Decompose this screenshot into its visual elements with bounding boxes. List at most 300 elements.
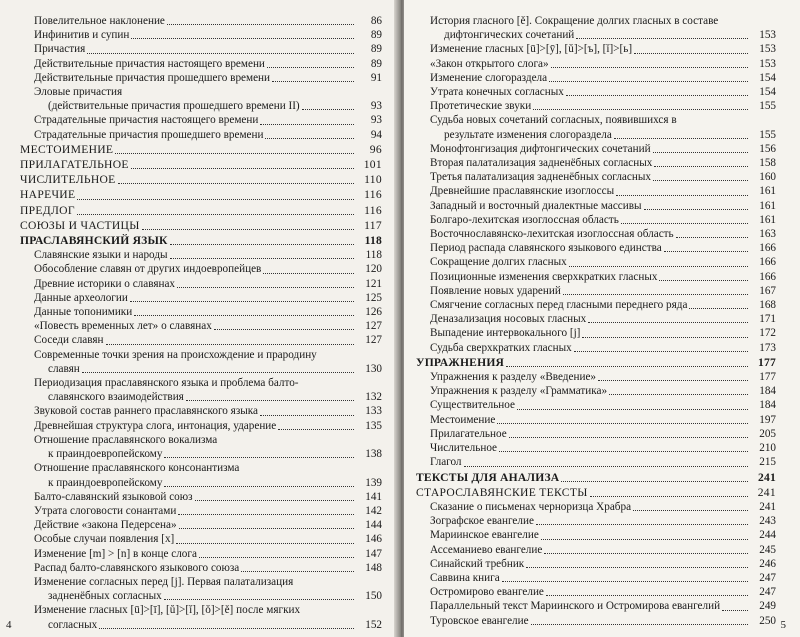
dot-leader [533,109,748,110]
toc-entry-title: Причастия [34,43,86,56]
toc-entry-page: 215 [759,456,776,469]
toc-entry [20,57,382,71]
toc-entry-page: 138 [365,448,382,461]
toc-entry-page: 161 [759,185,776,198]
toc-entry-page: 101 [363,158,382,172]
dot-leader [654,166,748,167]
dot-leader [609,394,748,395]
toc-entry [416,42,776,56]
toc-entry [20,433,382,461]
dot-leader [186,400,354,401]
toc-entry [416,528,776,542]
toc-entry [416,99,776,113]
toc-entry-title: СТАРОСЛАВЯНСКИЕ ТЕКСТЫ [416,485,588,499]
dot-leader [167,24,354,25]
dot-leader [574,351,748,352]
toc-entry-title: ЧИСЛИТЕЛЬНОЕ [20,173,116,187]
toc-entry-page: 241 [758,470,776,484]
toc-entry-page: 247 [759,571,776,584]
dot-leader [179,528,354,529]
dot-leader [676,237,748,238]
toc-entry-title: Третья палатализация задненёбных согласных [430,171,651,184]
toc-entry-page: 148 [365,561,382,574]
toc-entry [20,188,382,202]
toc-entry-title: Местоимение [430,413,496,426]
toc-entry [416,213,776,227]
toc-entry [20,319,382,333]
toc-entry-page: 141 [365,490,382,503]
dot-leader [616,195,748,196]
dot-leader [546,595,748,596]
toc-entry-title: Появление новых ударений [430,284,561,297]
toc-entry-title: Зографское евангелие [430,515,534,528]
right-page [404,0,800,637]
toc-entry-title: Отношение праславянского вокализма [34,433,218,446]
toc-entry-page: 171 [759,313,776,326]
dot-leader [131,38,354,39]
toc-entry-title: задненёбных согласных [48,590,162,603]
toc-entry-page: 243 [759,515,776,528]
toc-entry-title: Монофтонгизация дифтонгических сочетаний [430,142,651,155]
dot-leader [267,67,354,68]
toc-entry-page: 130 [365,362,382,375]
toc-entry-title: Туровское евангелие [430,614,529,627]
toc-entry-title: Судьба новых сочетаний согласных, появившихся в [430,114,677,127]
toc-entry-title: Современные точки зрения на происхождение и прародину [34,348,317,361]
dot-leader [561,481,748,482]
toc-entry [20,173,382,187]
toc-entry-page: 127 [365,334,382,347]
toc-entry [416,142,776,156]
toc-entry-title: Числительное [430,442,498,455]
dot-leader [199,557,354,558]
toc-entry-title: Выпадение интервокального [j] [430,327,581,340]
toc-entry-page: 153 [759,29,776,42]
dot-leader [177,287,354,288]
toc-column-right [416,14,776,628]
dot-leader [659,280,748,281]
toc-entry-page: 210 [759,442,776,455]
dot-leader [590,496,748,497]
toc-entry [416,57,776,71]
toc-entry [416,500,776,514]
toc-entry-title: Соседи славян [34,334,104,347]
dot-leader [164,457,354,458]
toc-entry [20,234,382,248]
dot-leader [689,308,748,309]
dot-leader [664,251,748,252]
toc-entry-title: МЕСТОИМЕНИЕ [20,142,114,156]
toc-entry-page: 166 [759,242,776,255]
dot-leader [544,553,748,554]
toc-column-left [20,14,382,632]
toc-entry-page: 150 [365,590,382,603]
toc-entry [416,184,776,198]
dot-leader [566,95,748,96]
dot-leader [526,567,748,568]
toc-entry [20,143,382,157]
toc-entry-page: 166 [759,270,776,283]
toc-entry [20,504,382,518]
toc-entry [20,262,382,276]
toc-entry-page: 153 [759,57,776,70]
dot-leader [77,199,354,200]
toc-entry-page: 173 [759,341,776,354]
toc-entry-page: 161 [759,199,776,212]
dot-leader [506,366,748,367]
toc-entry [20,158,382,172]
toc-entry-title: Смягчение согласных перед гласными переднего ряда [430,299,688,312]
dot-leader [551,67,748,68]
dot-leader [195,500,354,501]
toc-entry [416,270,776,284]
toc-entry-page: 146 [365,533,382,546]
toc-entry-page: 86 [370,15,382,27]
dot-leader [509,437,748,438]
toc-entry [20,461,382,489]
toc-entry-title: Глагол [430,456,462,469]
toc-entry [20,490,382,504]
toc-entry-page: 120 [365,263,382,276]
toc-entry-title: Изменение гласных [ū]>[ȳ], [ŭ]>[ъ], [ĭ]>[ь] [430,43,633,56]
toc-entry-title: Распад балто-славянского языкового союза [34,561,240,574]
toc-entry-page: 147 [365,547,382,560]
toc-entry-title: Данные археологии [34,291,128,304]
toc-entry [416,356,776,370]
toc-entry-page: 244 [759,529,776,542]
toc-entry-title: Судьба сверхкратких гласных [430,341,572,354]
page-number-left: 4 [6,619,12,631]
toc-entry [20,333,382,347]
toc-entry-title: Отношение праславянского консонантизма [34,462,240,475]
toc-entry-page: 205 [759,427,776,440]
toc-entry-title: Обособление славян от других индоевропейцев [34,263,262,276]
toc-entry-title: Изменение согласных перед [j]. Первая палатализация [34,575,294,588]
toc-entry-title: Балто-славянский языковой союз [34,490,193,503]
dot-leader [142,229,354,230]
toc-entry [416,298,776,312]
toc-entry [416,557,776,571]
dot-leader [241,571,354,572]
dot-leader [536,524,748,525]
toc-entry-page: 177 [758,355,776,369]
toc-entry-title: Вторая палатализация задненёбных согласных [430,157,653,170]
toc-entry-title: Прилагательное [430,427,507,440]
toc-entry [416,241,776,255]
dot-leader [170,244,354,245]
toc-entry-page: 110 [364,173,382,187]
toc-entry-page: 127 [365,320,382,333]
dot-leader [134,315,354,316]
toc-entry-title: Действительные причастия прошедшего времени [34,71,271,84]
dot-leader [621,223,748,224]
dot-leader [260,415,354,416]
toc-entry-title: ПРАСЛАВЯНСКИЙ ЯЗЫК [20,234,168,248]
toc-entry-page: 241 [759,500,776,513]
toc-entry-title: Сокращение долгих гласных [430,256,567,269]
toc-entry-page: 117 [364,218,382,232]
toc-entry [20,71,382,85]
dot-leader [569,266,748,267]
toc-entry-page: 116 [364,203,382,217]
toc-entry-page: 144 [365,519,382,532]
toc-entry-page: 246 [759,557,776,570]
toc-entry-title: ПРЕДЛОГ [20,203,75,217]
toc-entry [20,532,382,546]
toc-entry [416,255,776,269]
toc-entry [416,514,776,528]
toc-entry [20,219,382,233]
toc-entry [416,471,776,485]
toc-entry [416,156,776,170]
toc-entry-page: 96 [369,142,382,156]
toc-entry [416,413,776,427]
toc-entry [20,305,382,319]
toc-entry-page: 156 [759,142,776,155]
toc-entry-page: 139 [365,476,382,489]
toc-entry [20,291,382,305]
toc-entry-page: 142 [365,504,382,517]
dot-leader [178,514,354,515]
toc-entry-title: Периодизация праславянского языка и проблема балто- [34,377,299,390]
toc-entry-title: дифтонгических сочетаний [444,29,575,42]
toc-entry-title: Восточнославянско-лехитская изоглоссная область [430,228,674,241]
dot-leader [170,258,354,259]
dot-leader [118,183,354,184]
toc-entry-title: Древнейшая структура слога, интонация, ударение [34,419,277,432]
toc-entry-title: славян [48,362,80,375]
toc-entry [416,71,776,85]
toc-entry-page: 160 [759,171,776,184]
toc-entry-page: 168 [759,299,776,312]
toc-entry [416,227,776,241]
toc-entry-page: 89 [370,43,382,56]
toc-entry [416,384,776,398]
toc-entry-title: Болгаро-лехитская изоглоссная область [430,213,619,226]
toc-entry [20,128,382,142]
toc-entry [20,42,382,56]
toc-entry-title: Протетические звуки [430,100,532,113]
toc-entry [416,341,776,355]
dot-leader [214,329,354,330]
toc-entry [20,419,382,433]
toc-entry-page: 241 [757,485,776,499]
toc-entry-title: СОЮЗЫ И ЧАСТИЦЫ [20,218,140,232]
dot-leader [614,138,748,139]
toc-entry-title: Сказание о письменах черноризца Храбра [430,500,632,513]
left-page [0,0,396,637]
toc-entry [20,603,382,631]
toc-entry-page: 94 [370,128,382,141]
dot-leader [99,628,354,629]
toc-entry-title: Страдательные причастия настоящего времени [34,114,259,127]
toc-entry-page: 118 [365,249,382,262]
toc-entry-title: Западный и восточный диалектные массивы [430,199,642,212]
toc-entry [416,312,776,326]
toc-entry-title: УПРАЖНЕНИЯ [416,355,505,369]
toc-entry-title: Звуковой состав раннего праславянского языка [34,405,258,418]
toc-entry-page: 154 [759,86,776,99]
toc-entry-title: Славянские языки и народы [34,249,168,262]
toc-entry [416,199,776,213]
dot-leader [272,81,354,82]
toc-entry-page: 132 [365,391,382,404]
dot-leader [77,214,354,215]
toc-entry [416,326,776,340]
dot-leader [653,152,748,153]
toc-entry-page: 125 [365,291,382,304]
toc-entry-page: 89 [370,29,382,42]
toc-entry [416,113,776,141]
page-number-right: 5 [780,619,786,631]
toc-entry [20,277,382,291]
toc-entry-title: ТЕКСТЫ ДЛЯ АНАЛИЗА [416,470,560,484]
toc-entry-title: Существительное [430,399,515,412]
toc-entry-page: 153 [759,43,776,56]
toc-entry-page: 93 [370,114,382,127]
toc-entry-page: 166 [759,256,776,269]
toc-entry-title: Изменение [m] > [n] в конце слога [34,547,197,560]
toc-entry [416,284,776,298]
toc-entry-page: 245 [759,543,776,556]
toc-entry-title: Параллельный текст Мариинского и Остромирова евангелий [430,600,721,613]
dot-leader [644,209,748,210]
dot-leader [278,429,354,430]
toc-entry [416,370,776,384]
dot-leader [517,409,748,410]
toc-entry-page: 135 [365,419,382,432]
toc-entry-title: ПРИЛАГАТЕЛЬНОЕ [20,158,129,172]
toc-entry-title: к праиндоевропейскому [48,448,163,461]
toc-entry-page: 93 [370,100,382,113]
toc-entry-page: 152 [365,618,382,631]
toc-entry-page: 172 [759,327,776,340]
toc-entry-title: Синайский требник [430,557,525,570]
dot-leader [499,451,748,452]
toc-entry-title: результате изменения слогораздела [444,128,612,141]
dot-leader [582,337,748,338]
toc-entry [416,85,776,99]
dot-leader [260,124,354,125]
toc-entry-page: 197 [759,413,776,426]
toc-entry-page: 158 [759,157,776,170]
toc-entry [20,248,382,262]
toc-entry [20,575,382,603]
toc-entry-page: 163 [759,228,776,241]
toc-entry-title: (действительные причастия прошедшего времени II) [48,100,300,113]
toc-entry-page: 126 [365,306,382,319]
toc-entry-page: 91 [370,71,382,84]
dot-leader [722,610,748,611]
toc-entry [20,518,382,532]
toc-entry-page: 167 [759,284,776,297]
dot-leader [531,624,748,625]
toc-entry-title: к праиндоевропейскому [48,476,163,489]
toc-entry-title: Древние историки о славянах [34,277,176,290]
dot-leader [634,53,748,54]
toc-entry-title: Остромирово евангелие [430,586,544,599]
toc-entry-title: Мариинское евангелие [430,529,539,542]
dot-leader [302,109,354,110]
dot-leader [497,423,748,424]
toc-entry-title: Утрата конечных согласных [430,86,564,99]
toc-entry-title: Инфинитив и супин [34,29,130,42]
toc-entry-page: 118 [364,234,382,248]
toc-entry [20,28,382,42]
toc-entry [416,427,776,441]
toc-entry-title: Утрата слоговости сонантами [34,504,177,517]
toc-entry-title: Повелительное наклонение [34,15,165,27]
toc-entry-title: Период распада славянского языкового единства [430,242,662,255]
toc-entry-page: 250 [759,614,776,627]
toc-entry-title: Данные топонимики [34,306,133,319]
dot-leader [164,486,354,487]
toc-entry-page: 184 [759,399,776,412]
toc-entry-page: 155 [759,100,776,113]
toc-entry-title: Особые случаи появления [х] [34,533,175,546]
toc-entry-title: «Закон открытого слога» [430,57,549,70]
toc-entry-page: 249 [759,600,776,613]
toc-entry [416,486,776,500]
toc-entry [416,455,776,469]
dot-leader [263,273,354,274]
dot-leader [549,81,748,82]
toc-entry [20,561,382,575]
toc-entry [20,348,382,376]
toc-entry [20,547,382,561]
toc-entry-title: Действие «закона Педерсена» [34,519,177,532]
toc-entry-title: согласных [48,618,98,631]
toc-entry-page: 89 [370,57,382,70]
dot-leader [502,581,748,582]
dot-leader [106,344,354,345]
toc-entry-title: Саввина книга [430,571,500,584]
toc-entry-title: славянского взаимодействия [48,391,184,404]
dot-leader [464,466,748,467]
toc-entry-page: 155 [759,128,776,141]
dot-leader [576,38,748,39]
toc-entry-title: Эловые причастия [34,86,123,99]
toc-entry-title: НАРЕЧИЕ [20,188,76,202]
toc-entry-title: Действительные причастия настоящего времени [34,57,265,70]
toc-entry-title: «Повесть временных лет» о славянах [34,320,212,333]
toc-entry-page: 116 [364,188,382,202]
toc-entry-title: Древнейшие праславянские изоглоссы [430,185,615,198]
dot-leader [130,301,354,302]
dot-leader [563,294,748,295]
toc-entry [416,599,776,613]
toc-entry [416,398,776,412]
dot-leader [633,510,748,511]
toc-entry [20,404,382,418]
toc-entry-title: Страдательные причастия прошедшего времени [34,128,264,141]
toc-entry [416,585,776,599]
toc-entry [416,170,776,184]
toc-entry [20,204,382,218]
toc-entry [20,113,382,127]
toc-entry-title: История гласного [ě]. Сокращение долгих гласных в составе [430,15,719,27]
toc-entry-page: 161 [759,213,776,226]
toc-entry [20,376,382,404]
toc-entry-page: 177 [759,371,776,384]
toc-entry [20,85,382,113]
toc-entry-title: Изменение слогораздела [430,71,548,84]
toc-entry-page: 133 [365,405,382,418]
dot-leader [653,180,748,181]
toc-entry-page: 184 [759,385,776,398]
toc-entry-title: Изменение гласных [ū]>[ī], [ŭ]>[ĭ], [ŏ]>[ě] после мягких [34,604,301,617]
toc-entry [416,571,776,585]
